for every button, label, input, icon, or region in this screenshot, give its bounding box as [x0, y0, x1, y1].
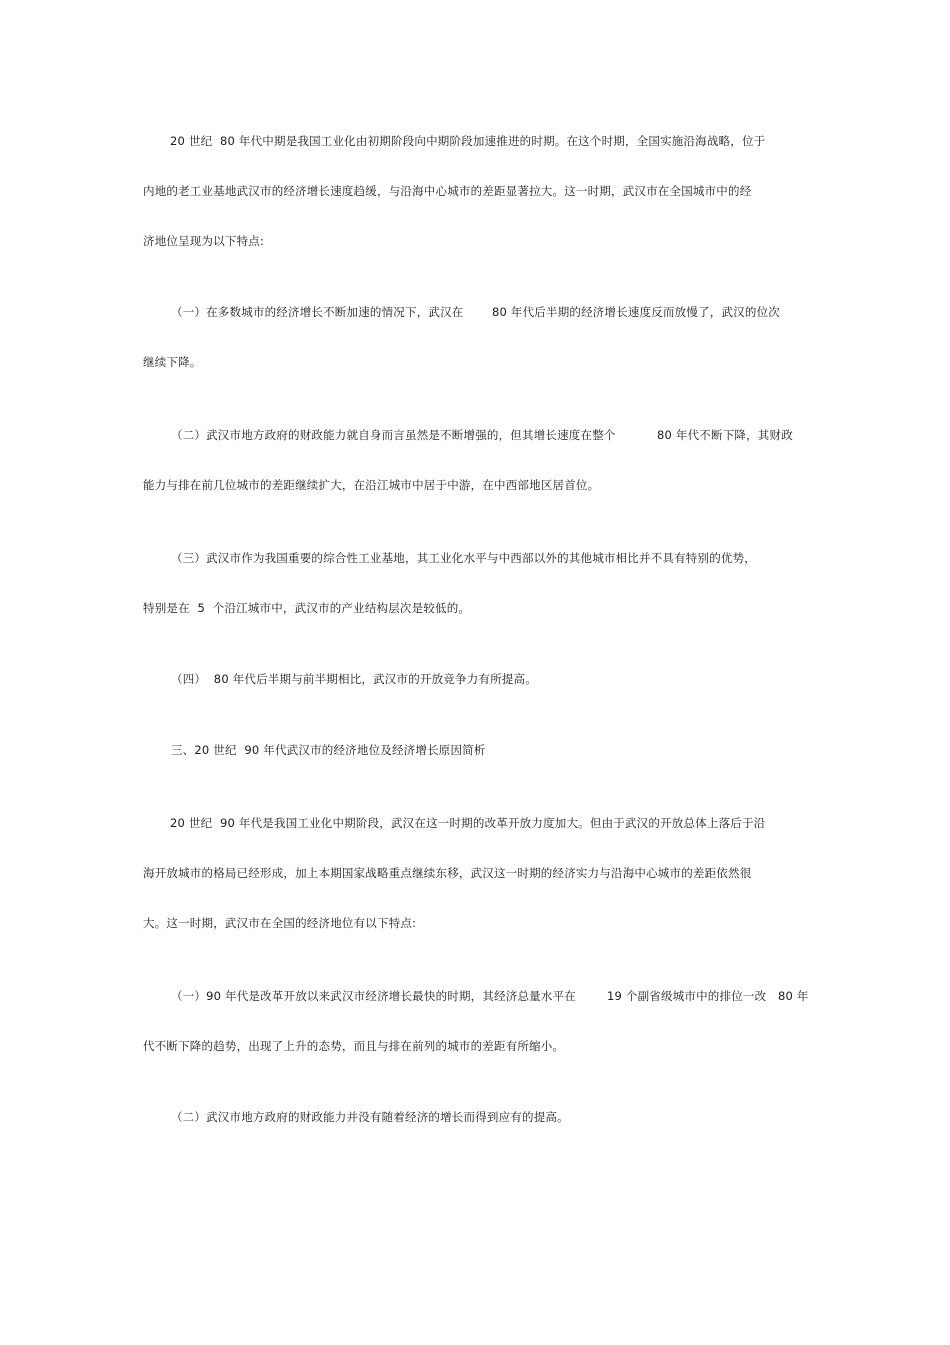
paragraph-2-line-1-part-b: 80 年代后半期的经济增长速度反而放慢了，武汉的位次: [492, 305, 780, 319]
paragraph-7-line-2: 代不断下降的趋势，出现了上升的态势，而且与排在前列的城市的差距有所缩小。: [143, 1039, 565, 1053]
paragraph-1-line-3: 济地位呈现为以下特点:: [143, 234, 265, 248]
paragraph-1-line-1: 20 世纪 80 年代中期是我国工业化由初期阶段向中期阶段加速推进的时期。在这个时期，全国实施沿海战略，位于: [170, 134, 766, 148]
paragraph-6-line-3: 大。这一时期，武汉市在全国的经济地位有以下特点:: [143, 916, 417, 930]
paragraph-2-line-2: 继续下降。: [143, 355, 202, 369]
paragraph-3-line-1-part-b: 80 年代不断下降，其财政: [657, 428, 793, 442]
paragraph-4-line-2: 特别是在 5 个沿江城市中，武汉市的产业结构层次是较低的。: [143, 601, 471, 615]
paragraph-3-line-2: 能力与排在前几位城市的差距继续扩大，在沿江城市中居于中游，在中西部地区居首位。: [143, 478, 600, 492]
paragraph-6-line-1: 20 世纪 90 年代是我国工业化中期阶段，武汉在这一时期的改革开放力度加大。但由于武汉的开放总体上落后于沿: [170, 816, 766, 830]
paragraph-5-line-1: （四） 80 年代后半期与前半期相比，武汉市的开放竞争力有所提高。: [171, 672, 537, 686]
paragraph-7-line-1-part-c: 80 年: [778, 989, 809, 1003]
paragraph-6-line-2: 海开放城市的格局已经形成，加上本期国家战略重点继续东移，武汉这一时期的经济实力与沿海中心城市的差距依然很: [143, 866, 752, 880]
paragraph-7-line-1-part-a: （一）90 年代是改革开放以来武汉市经济增长最快的时期，其经济总量水平在: [171, 989, 576, 1003]
paragraph-7-line-1-part-b: 19 个副省级城市中的排位一改: [607, 989, 767, 1003]
paragraph-4-line-1: （三）武汉市作为我国重要的综合性工业基地，其工业化水平与中西部以外的其他城市相比并不具有特别的优势，: [171, 551, 756, 565]
paragraph-8-line-1: （二）武汉市地方政府的财政能力并没有随着经济的增长而得到应有的提高。: [171, 1110, 569, 1124]
paragraph-2-line-1-part-a: （一）在多数城市的经济增长不断加速的情况下，武汉在: [171, 305, 464, 319]
section-heading: 三、20 世纪 90 年代武汉市的经济地位及经济增长原因简析: [171, 743, 486, 757]
paragraph-1-line-2: 内地的老工业基地武汉市的经济增长速度趋缓，与沿海中心城市的差距显著拉大。这一时期，武汉市在全国城市中的经: [143, 184, 752, 198]
paragraph-3-line-1-part-a: （二）武汉市地方政府的财政能力就自身而言虽然是不断增强的，但其增长速度在整个: [171, 428, 616, 442]
